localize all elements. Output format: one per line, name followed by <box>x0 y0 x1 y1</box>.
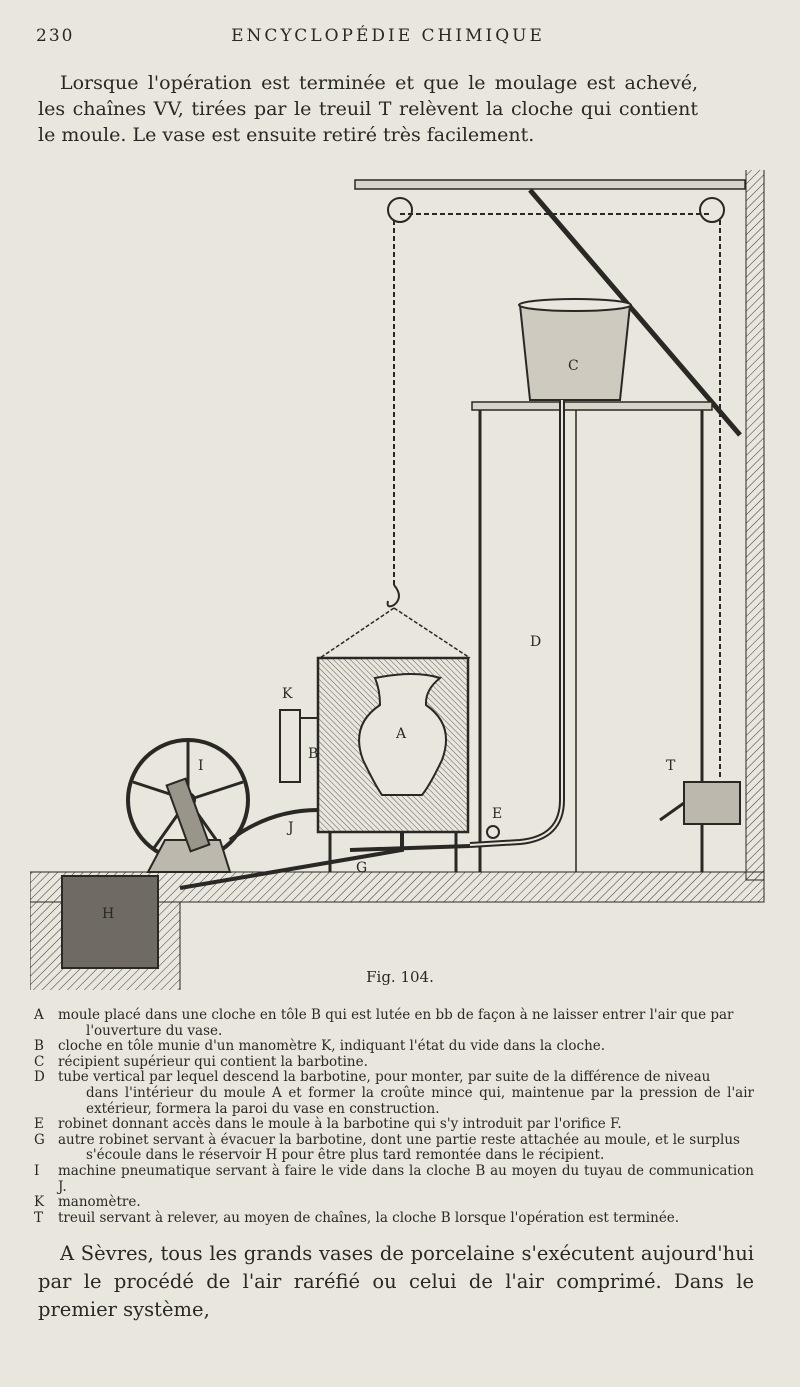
label-g: G <box>356 860 368 876</box>
running-title: ENCYCLOPÉDIE CHIMIQUE <box>231 26 545 46</box>
sling-left <box>320 608 394 658</box>
label-b: B <box>308 746 319 762</box>
legend-row: E robinet donnant accès dans le moule à la barbotine qui s'y introduit par l'orifice F. <box>34 1116 622 1133</box>
manometer-k <box>280 710 300 782</box>
label-h: H <box>102 906 115 922</box>
legend-row: B cloche en tôle munie d'un manomètre K, indiquant l'état du vide dans la cloche. <box>34 1038 606 1055</box>
winch-t <box>684 782 740 824</box>
tube-d <box>470 400 562 845</box>
vessel-c-rim <box>519 299 631 311</box>
legend-row: K manomètre. <box>34 1194 141 1211</box>
pulley-right <box>700 198 724 222</box>
label-e: E <box>492 806 503 822</box>
support-table <box>472 402 712 410</box>
legend-row: I machine pneumatique servant à faire le vide dans la cloche B au moyen du tuyau de communication J. <box>34 1162 754 1195</box>
label-d: D <box>530 634 542 650</box>
legend-row: G autre robinet servant à évacuer la barbotine, dont une partie reste attachée au moule, et le surplus s'écoule dans le réservoir H pour être plus tard remontée dans le récipient. <box>34 1131 740 1164</box>
figure-legend <box>34 1008 754 1226</box>
sling-right <box>394 608 470 658</box>
label-t: T <box>666 758 676 774</box>
hook <box>388 585 399 606</box>
legend-row: D tube vertical par lequel descend la barbotine, pour monter, par suite de la différence de niveau dans l'intérieur du moule A et former la croûte mince qui, maintenue par la pression de l'air extérieur, formera la paroi du vase en construction. <box>34 1069 754 1117</box>
closing-paragraph: A Sèvres, tous les grands vases de porcelaine s'exécutent aujourd'hui par le procédé de l'air raréfié ou celui de l'air comprimé. Dans le premier système, <box>38 1242 754 1321</box>
intro-paragraph: Lorsque l'opération est terminée et que le moulage est achevé, les chaînes VV, tirées par le treuil T relèvent la cloche qui contient le moule. Le vase est ensuite retiré très facilement. <box>38 72 698 146</box>
figure-104-illustration <box>30 170 775 990</box>
reservoir-h <box>62 876 158 968</box>
label-j: J <box>288 820 294 836</box>
legend-row: A moule placé dans une cloche en tôle B qui est lutée en bb de façon à ne laisser entrer l'air que par l'ouverture du vase. <box>34 1007 734 1039</box>
label-c: C <box>568 358 579 374</box>
figure-caption: Fig. 104. <box>366 968 434 986</box>
label-i: I <box>198 758 204 774</box>
pulley-left <box>388 198 412 222</box>
wall <box>746 170 764 880</box>
tap-e <box>487 826 499 838</box>
legend-row: C récipient supérieur qui contient la barbotine. <box>34 1053 368 1070</box>
overhead-beam <box>355 180 745 189</box>
page-number: 230 <box>36 26 75 46</box>
label-a: A <box>396 726 407 742</box>
label-k: K <box>282 686 293 702</box>
legend-row: T treuil servant à relever, au moyen de chaînes, la cloche B lorsque l'opération est terminée. <box>34 1209 680 1226</box>
vessel-c <box>520 305 630 400</box>
